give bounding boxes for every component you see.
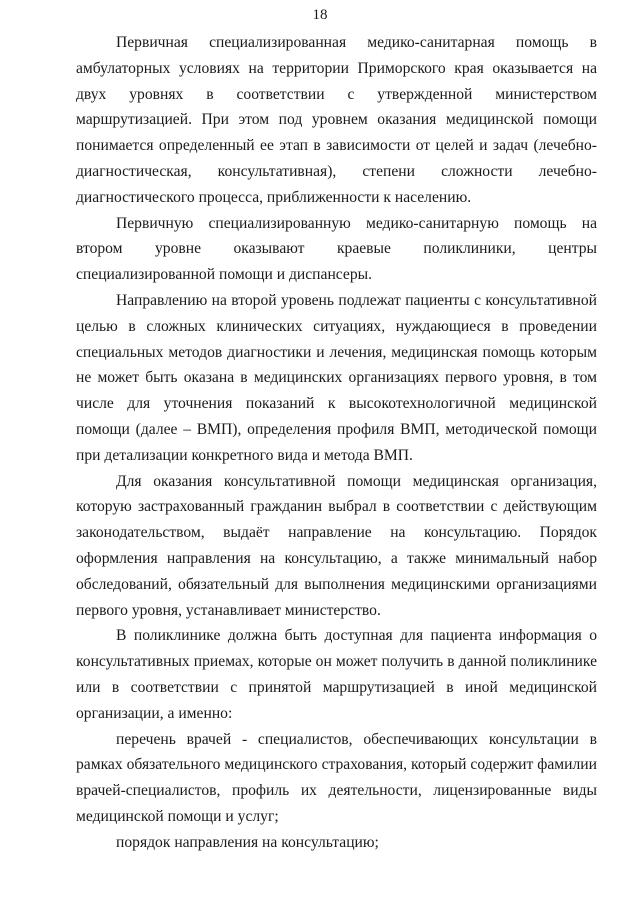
document-body: [76, 30, 597, 856]
paragraph-2: Первичную специализированную медико-санитарную помощь на втором уровне оказывают краевые поликлиники, центры специализированной помощи и диспансеры.: [76, 214, 597, 284]
paragraph-7: порядок направления на консультацию;: [116, 833, 379, 851]
paragraph-5: В поликлинике должна быть доступная для пациента информация о консультативных приемах, которые он может получить в данной поликлинике или в соответствии с принятой маршрутизацией в иной медицинской организации, а именно:: [76, 627, 597, 722]
paragraph-3: Направлению на второй уровень подлежат пациенты с консультативной целью в сложных клинических ситуациях, нуждающиеся в проведении специальных методов диагностики и лечения, медицинская помощь которым не может быть оказана в медицинских организациях первого уровня, в том числе для уточнения показаний к высокотехнологичной медицинской помощи (далее – ВМП), определения профиля ВМП, методической помощи при детализации конкретного вида и метода ВМП.: [76, 291, 597, 464]
paragraph-1: Первичная специализированная медико-санитарная помощь в амбулаторных условиях на территории Приморского края оказывается на двух уровнях в соответствии с утвержденной министерством маршрутизацией. При этом под уровнем оказания медицинской помощи понимается определенный ее этап в зависимости от целей и задач (лечебно-диагностическая, консультативная), степени сложности лечебно-диагностического процесса, приближенности к населению.: [76, 34, 597, 206]
page-number: 18: [312, 7, 328, 23]
paragraph-4: Для оказания консультативной помощи медицинская организация, которую застрахованный гражданин выбрал в соответствии с действующим законодательством, выдаёт направление на консультацию. Порядок оформления направления на консультацию, а также минимальный набор обследований, обязательный для выполнения медицинскими организациями первого уровня, устанавливает министерство.: [76, 472, 597, 619]
paragraph-6: перечень врачей - специалистов, обеспечивающих консультации в рамках обязательного медицинского страхования, который содержит фамилии врачей-специалистов, профиль их деятельности, лицензированные виды медицинской помощи и услуг;: [76, 730, 597, 825]
